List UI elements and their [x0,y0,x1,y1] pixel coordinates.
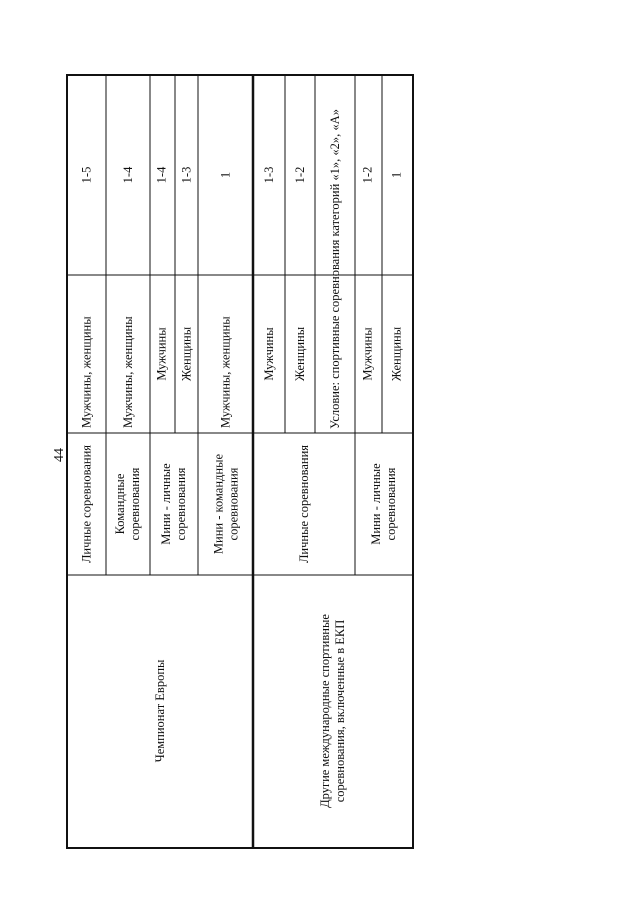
value-cell: 1-2 [360,166,375,184]
value-cell: 1-5 [79,166,94,184]
value-cell: 1-4 [154,166,169,184]
page-number: 44 [52,448,67,462]
category-women: Женщины [389,326,404,382]
category-women: Женщины [292,326,307,382]
value-cell: 1 [389,171,404,179]
discipline-mini-individual: Мини - личные соревнования [159,463,188,545]
value-cell: 1-3 [261,166,276,184]
category-women: Женщины [179,326,194,382]
discipline-team: Командные соревнования [113,467,142,541]
category-men-women: Мужчины, женщины [120,316,135,428]
value-cell: 1-3 [179,166,194,184]
category-men: Мужчины [154,327,169,381]
value-cell: 1-4 [120,166,135,184]
category-men-women: Мужчины, женщины [79,316,94,428]
value-cell: 1-2 [292,166,307,184]
discipline-individual-other: Личные соревнования [296,444,311,564]
discipline-individual: Личные соревнования [79,444,94,564]
category-men: Мужчины [360,327,375,381]
event-europe-championship: Чемпионат Европы [152,659,167,763]
category-men: Мужчины [261,327,276,381]
condition-note: Условие: спортивные соревнования категорий «1», «2», «А» [327,109,342,429]
category-men-women: Мужчины, женщины [218,316,233,428]
discipline-mini-team: Мини - командные соревнования [211,453,240,555]
value-cell: 1 [218,171,233,179]
discipline-mini-individual-other: Мини - личные соревнования [369,463,398,545]
event-other-international: Другие международные спортивные соревнования, включенные в ЕКП [318,614,347,808]
